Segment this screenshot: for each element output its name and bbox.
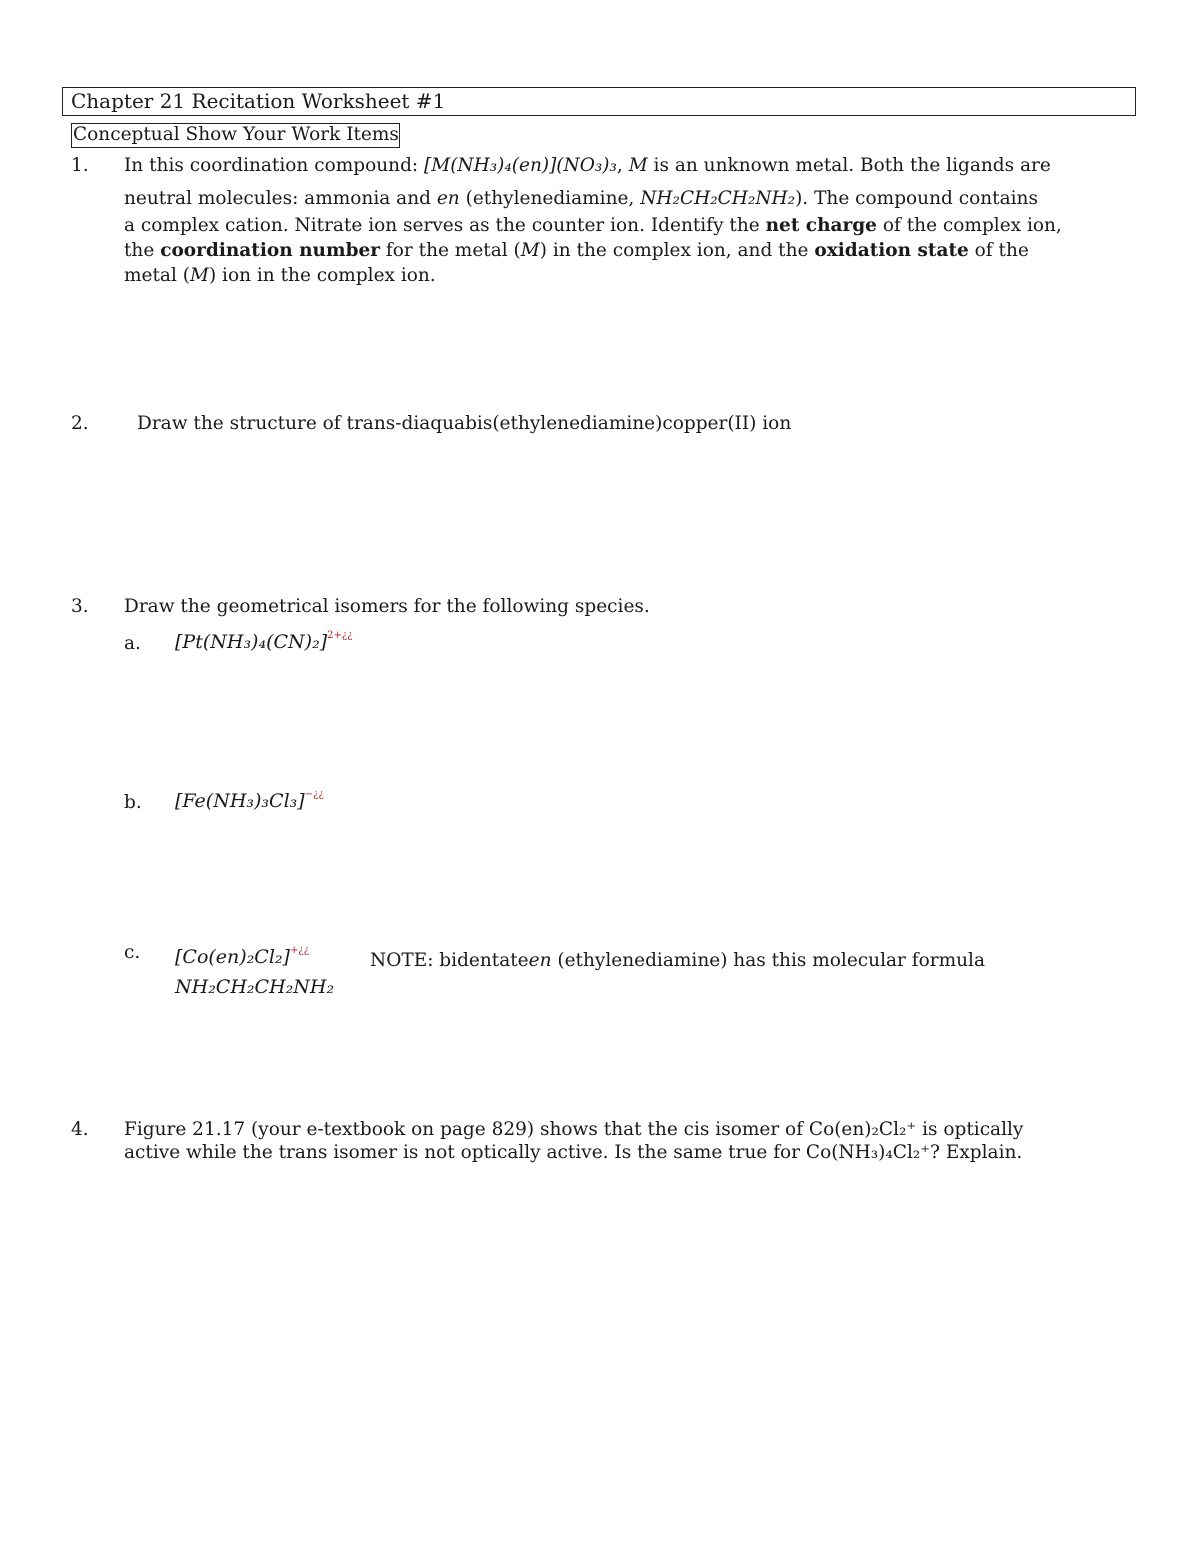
q1-metal-symbol: M [628,155,648,176]
question-4-number: 4. [71,1119,89,1140]
net-charge-term: net charge [765,215,877,236]
question-3c-formula: [Co(en)₂Cl₂]+¿¿ [175,945,310,968]
question-3c-label: c. [124,942,141,963]
question-3b-formula: [Fe(NH₃)₃Cl₃]−¿¿ [175,789,324,812]
coordination-number-term: coordination number [160,240,381,261]
question-1-line-1: In this coordination compound: [M(NH₃)₄(en)](NO₃)₃, M is an unknown metal. Both the ligands are [124,155,1051,176]
question-1-number: 1. [71,155,89,176]
question-1-line-2: neutral molecules: ammonia and en (ethylenediamine, NH₂CH₂CH₂NH₂). The compound contains [124,188,1038,209]
worksheet-title: Chapter 21 Recitation Worksheet #1 [62,87,1136,116]
question-1-line-3: a complex cation. Nitrate ion serves as the counter ion. Identify the net charge of the complex ion, [124,215,1062,236]
question-3-text: Draw the geometrical isomers for the following species. [124,596,650,617]
section-heading: Conceptual Show Your Work Items [71,123,400,148]
question-3a-charge: 2+¿¿ [327,630,353,641]
question-1-line-4: the coordination number for the metal (M) in the complex ion, and the oxidation state of the [124,240,1029,261]
q1-en-formula: NH₂CH₂CH₂NH₂ [640,188,796,209]
question-3c-note-formula: NH₂CH₂CH₂NH₂ [175,976,335,998]
question-1-line-5: metal (M) ion in the complex ion. [124,265,436,286]
question-3a-formula: $[Pt(NH_3)_4(CN)_2]^{2+¿¿}$ [175,630,353,653]
question-2-number: 2. [71,413,89,434]
question-3c-charge: +¿¿ [289,945,310,956]
question-2-text: Draw the structure of trans-diaquabis(ethylenediamine)copper(II) ion [137,413,792,434]
question-4-line-1: Figure 21.17 (your e-textbook on page 829) shows that the cis isomer of Co(en)₂Cl₂⁺ is optically [124,1119,1024,1140]
question-3-number: 3. [71,596,89,617]
question-3a-label: a. [124,633,141,654]
question-3c-note: NOTE: bidentateen (ethylenediamine) has this molecular formula [370,950,985,971]
question-4-line-2: active while the trans isomer is not optically active. Is the same true for Co(NH₃)₄Cl₂⁺? Explain. [124,1142,1023,1163]
question-3b-label: b. [124,792,142,813]
question-3b-charge: −¿¿ [304,789,324,800]
oxidation-state-term: oxidation state [814,240,969,261]
q1-compound-formula: [M(NH₃)₄(en)](NO₃)₃ [424,155,617,176]
